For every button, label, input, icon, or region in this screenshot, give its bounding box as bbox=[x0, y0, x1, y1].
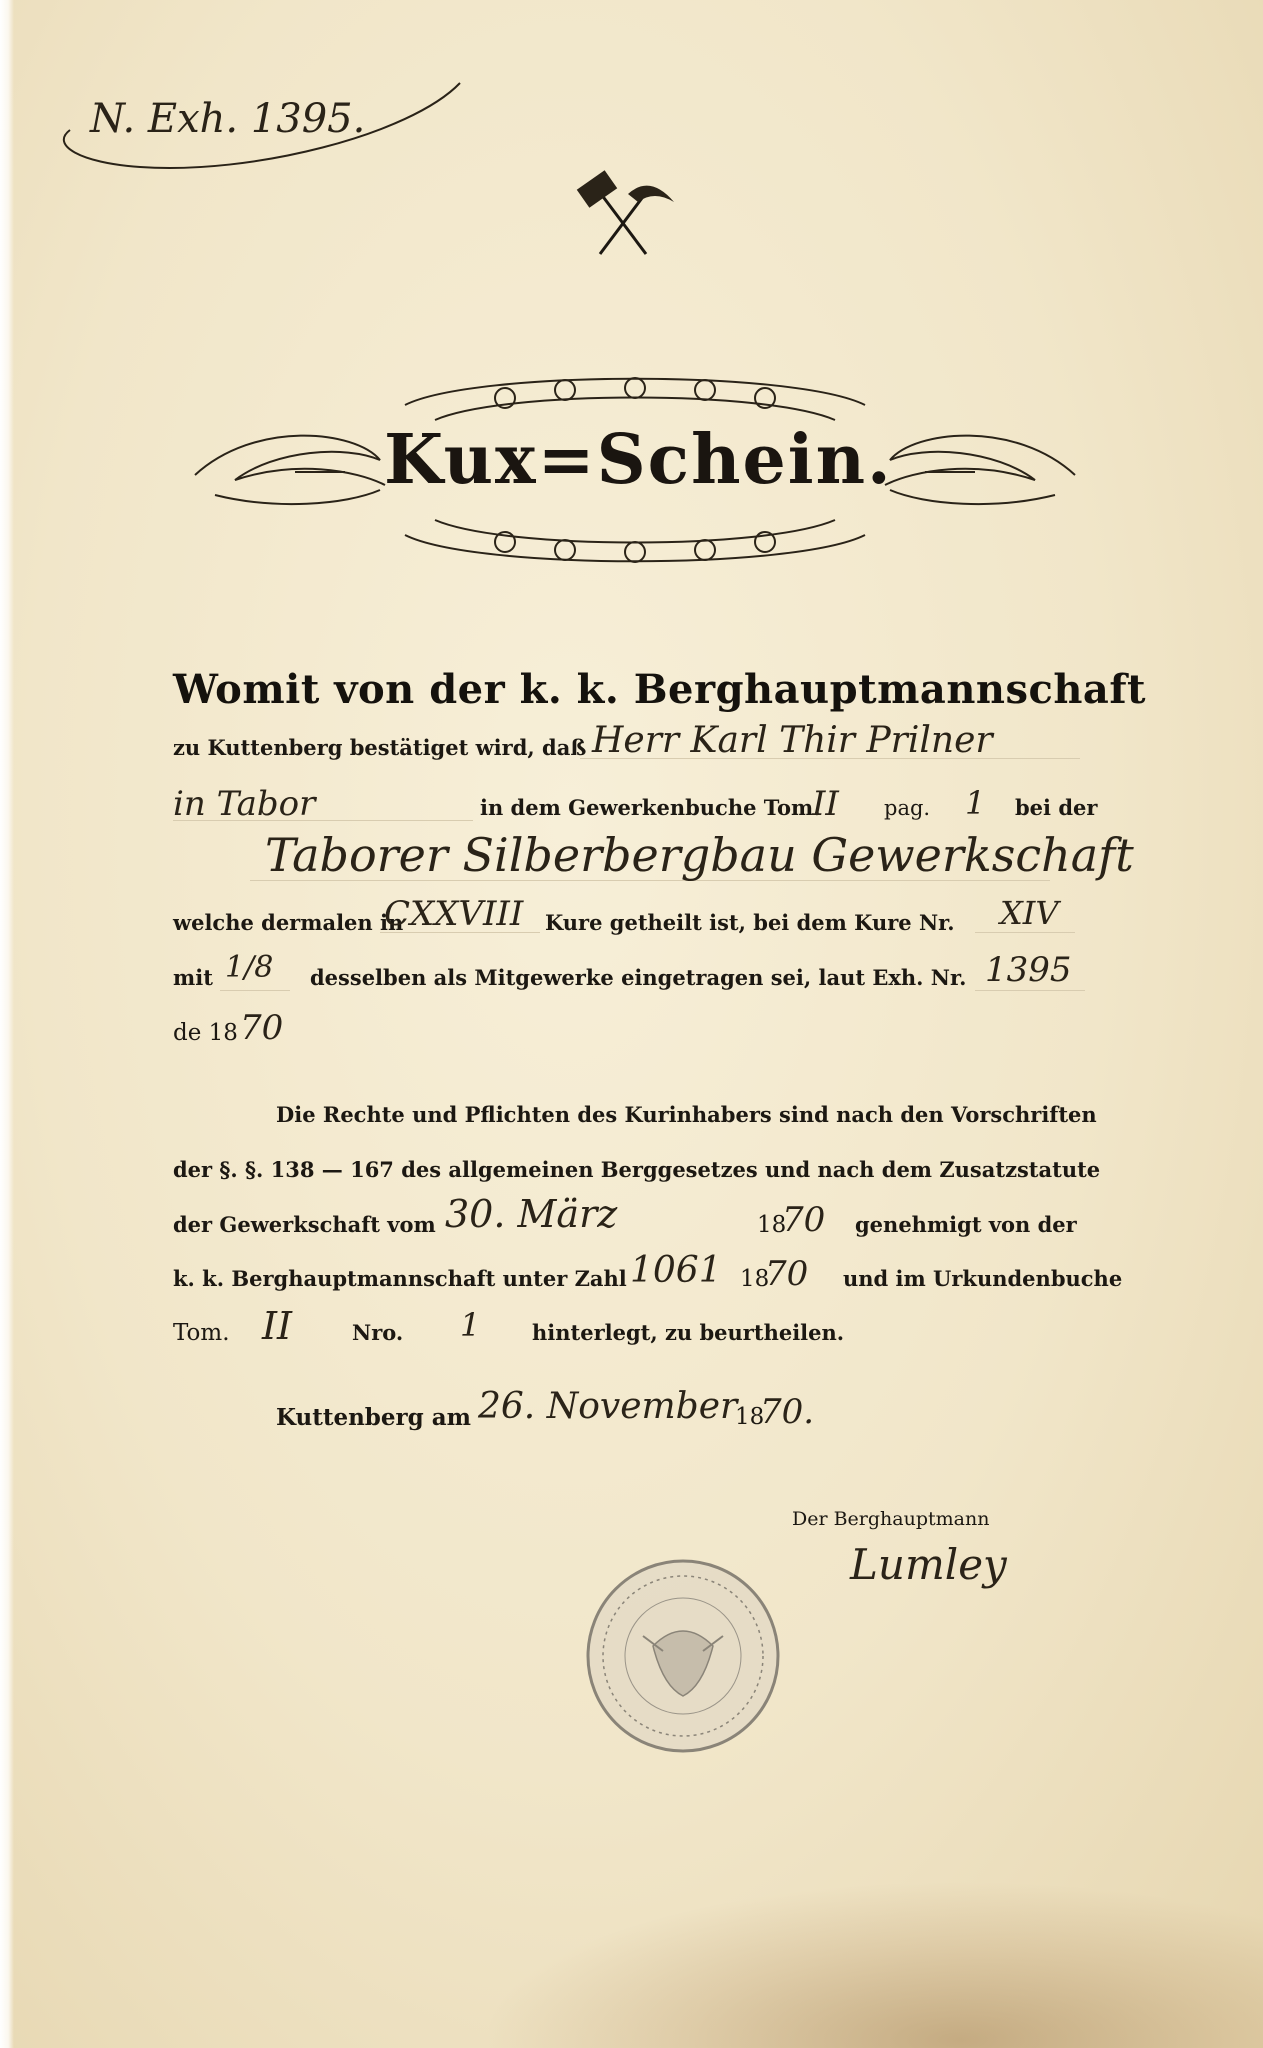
official-seal bbox=[583, 1556, 783, 1756]
line1-handwritten-name: Herr Karl Thir Prilner bbox=[592, 720, 993, 761]
line5-mid: desselben als Mitgewerke eingetragen sei, laut Exh. Nr. bbox=[310, 965, 967, 990]
rule-line bbox=[975, 990, 1085, 991]
line2-end: bei der bbox=[1015, 795, 1098, 820]
para2-line3-end: genehmigt von der bbox=[855, 1212, 1077, 1237]
para2-line4-end: und im Urkundenbuche bbox=[843, 1266, 1123, 1291]
para2-line3-date: 30. März bbox=[445, 1192, 618, 1236]
place-date: 26. November bbox=[478, 1386, 738, 1427]
line4-mid: Kure getheilt ist, bei dem Kure Nr. bbox=[545, 910, 955, 935]
line2-pag-label: pag. bbox=[884, 796, 931, 820]
line5-prefix: mit bbox=[173, 965, 213, 990]
line5-exh-nr: 1395 bbox=[985, 950, 1072, 990]
line4-kux-nr: XIV bbox=[1000, 894, 1059, 932]
para2-line4-prefix: k. k. Berghauptmannschaft unter Zahl bbox=[173, 1266, 627, 1291]
line2-pag-value: 1 bbox=[965, 784, 986, 822]
para2-line1: Die Rechte und Pflichten des Kurinhabers sind nach den Vorschriften bbox=[276, 1102, 1097, 1127]
line4-kuxe-total: CXXVIII bbox=[384, 894, 524, 934]
para2-line4-year-prefix: 18 bbox=[740, 1266, 770, 1292]
para2-line4-year: 70 bbox=[765, 1254, 809, 1294]
para2-line3-year-prefix: 18 bbox=[757, 1212, 787, 1238]
para2-line3-prefix: der Gewerkschaft vom bbox=[173, 1212, 436, 1237]
line2-handwritten-place: in Tabor bbox=[173, 784, 316, 824]
para2-line5-end: hinterlegt, zu beurtheilen. bbox=[532, 1320, 845, 1345]
para2-line4-zahl: 1061 bbox=[630, 1250, 722, 1291]
para2-line5-tom: II bbox=[262, 1304, 293, 1348]
signature: Lumley bbox=[850, 1540, 1007, 1589]
water-stain bbox=[480, 1880, 1263, 2048]
para2-line2: der §. §. 138 — 167 des allgemeinen Berggesetzes und nach dem Zusatzstatute bbox=[173, 1157, 1101, 1182]
line6-year: 70 bbox=[240, 1008, 284, 1048]
para2-line3-year: 70 bbox=[782, 1200, 826, 1240]
line5-share: 1/8 bbox=[225, 950, 274, 985]
exhibit-note: N. Exh. 1395. bbox=[90, 96, 366, 142]
para2-line5-nro-label: Nro. bbox=[352, 1320, 404, 1345]
paper-edge bbox=[0, 0, 14, 2048]
hammer-and-pick-icon bbox=[568, 172, 678, 262]
place-year: 70. bbox=[760, 1392, 815, 1432]
place-year-prefix: 18 bbox=[735, 1404, 765, 1430]
line2-mid: in dem Gewerkenbuche Tom. bbox=[480, 795, 821, 820]
document-title: Kux=Schein. bbox=[384, 420, 893, 500]
rule-line bbox=[975, 932, 1075, 933]
para2-line5-tom-label: Tom. bbox=[173, 1320, 230, 1346]
line2-tom-value: II bbox=[812, 784, 839, 824]
heading: Womit von der k. k. Berghauptmannschaft bbox=[173, 666, 1147, 713]
rule-line bbox=[220, 990, 290, 991]
para2-line5-nro: 1 bbox=[460, 1306, 481, 1344]
signature-title: Der Berghauptmann bbox=[792, 1508, 990, 1530]
line4-prefix: welche dermalen in bbox=[173, 910, 404, 935]
line6-prefix: de 18 bbox=[173, 1020, 238, 1046]
line3-handwritten-company: Taborer Silberbergbau Gewerkschaft bbox=[265, 828, 1134, 882]
place-prefix: Kuttenberg am bbox=[276, 1404, 471, 1431]
line1-prefix: zu Kuttenberg bestätiget wird, daß bbox=[173, 735, 587, 760]
